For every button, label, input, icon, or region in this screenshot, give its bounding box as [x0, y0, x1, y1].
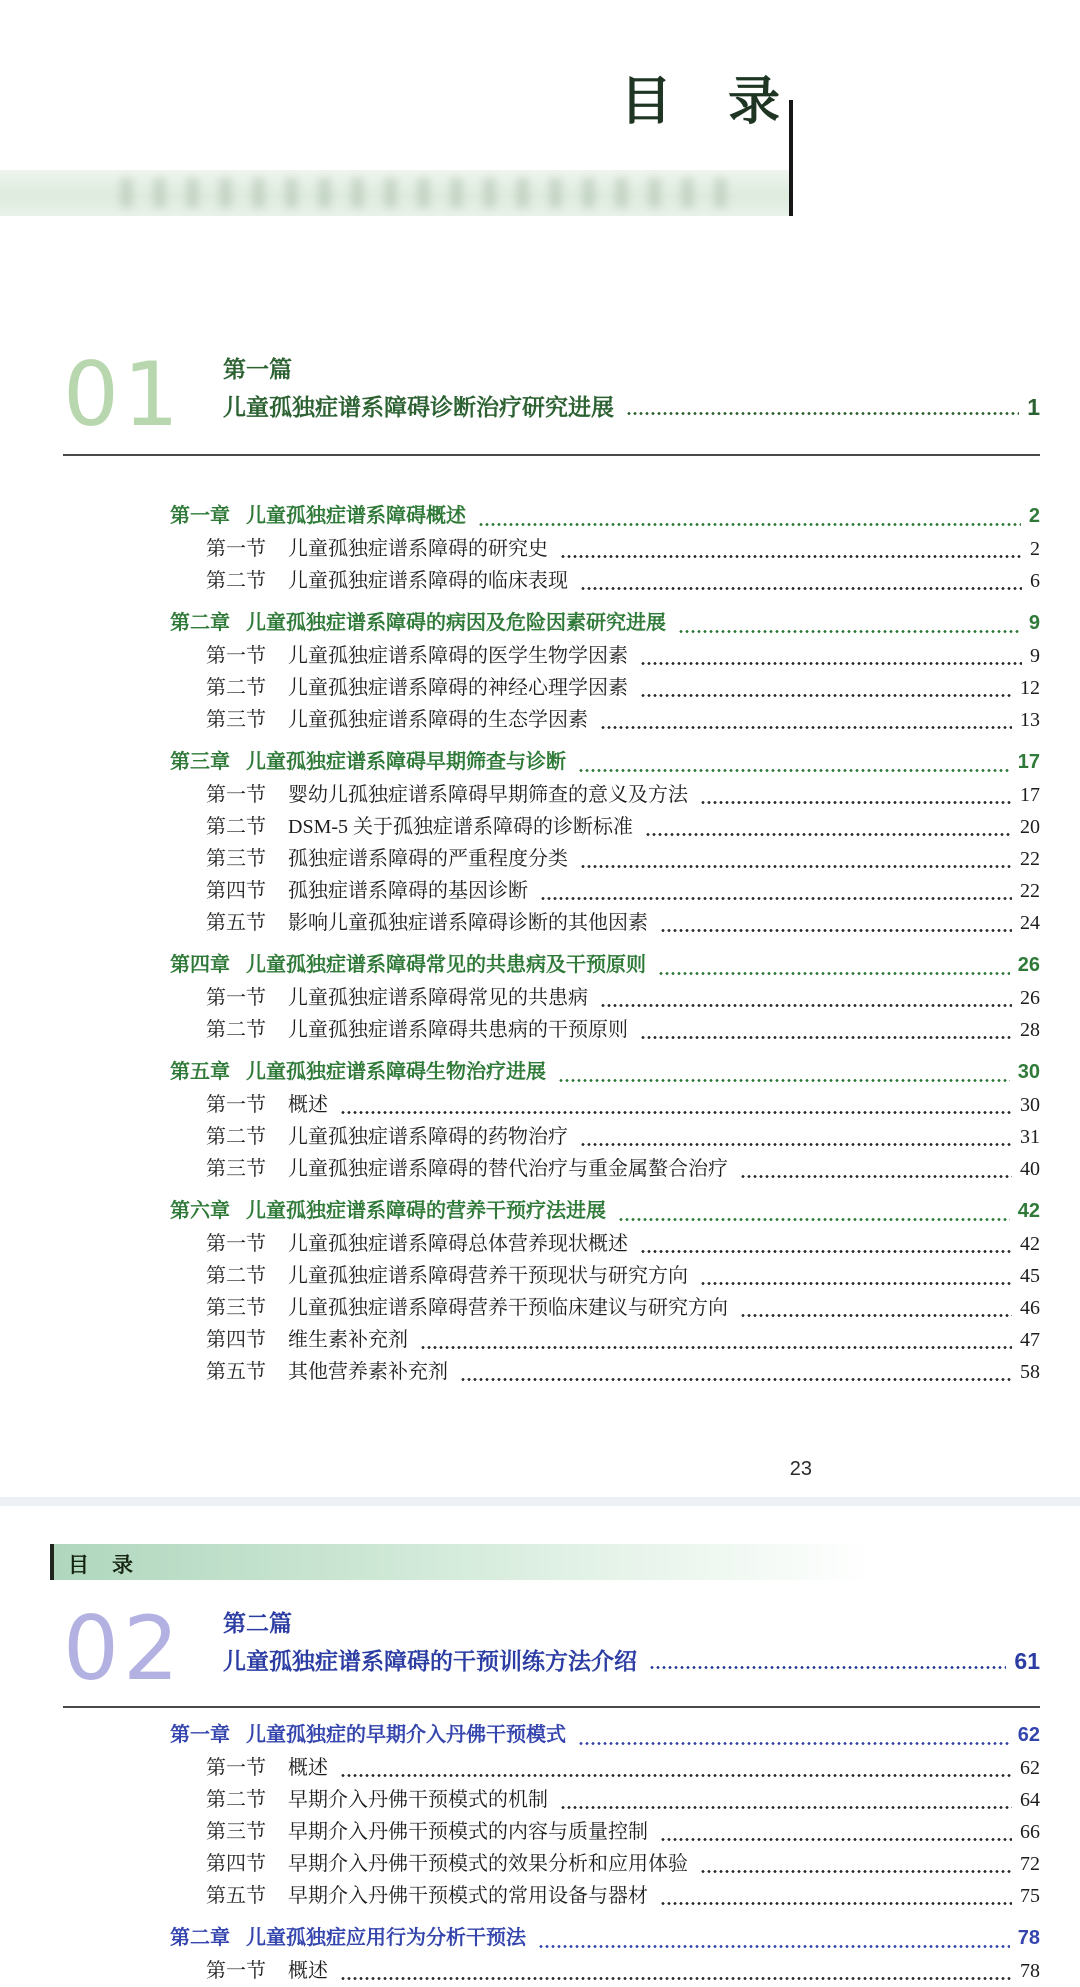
section-row	[170, 1014, 1040, 1046]
toc-entry-title: 孤独症谱系障碍的基因诊断	[288, 880, 528, 902]
chapter-row	[170, 1718, 1040, 1752]
toc-entry-label: 第六章	[170, 1200, 230, 1222]
dot-leader	[340, 1977, 1012, 1980]
section-row	[170, 672, 1040, 704]
part-1-label: 第一篇	[222, 356, 292, 382]
toc-entry-title: 儿童孤独症谱系障碍的医学生物学因素	[288, 645, 628, 667]
toc-entry-label: 第三节	[206, 848, 266, 870]
toc-entry-page: 47	[1020, 1329, 1040, 1351]
dot-leader	[538, 1945, 1010, 1948]
toc-entry-page: 17	[1017, 751, 1040, 773]
section-row	[170, 779, 1040, 811]
toc-entry-page: 64	[1020, 1789, 1040, 1811]
toc-entry-page: 9	[1030, 645, 1040, 667]
toc-entry-title: 儿童孤独症谱系障碍的神经心理学因素	[288, 677, 628, 699]
part-1-page: 1	[1027, 394, 1040, 420]
chapter-row	[170, 1921, 1040, 1955]
dot-leader	[640, 662, 1022, 665]
dot-leader	[560, 555, 1022, 558]
chapter-row	[170, 1055, 1040, 1089]
part-1-title-row	[223, 392, 1040, 422]
folio-page-number: 23	[789, 1458, 812, 1480]
toc-entry-title: 婴幼儿孤独症谱系障碍早期筛查的意义及方法	[288, 784, 688, 806]
section-row	[170, 1260, 1040, 1292]
dot-leader	[740, 1314, 1012, 1317]
section-row	[170, 1356, 1040, 1388]
dot-leader	[540, 897, 1012, 900]
toc-entry-title: 儿童孤独症谱系障碍常见的共患病	[288, 987, 588, 1009]
toc-entry-title: 儿童孤独症谱系障碍常见的共患病及干预原则	[246, 954, 646, 976]
section-row	[170, 1784, 1040, 1816]
part-2-title: 儿童孤独症谱系障碍的干预训练方法介绍	[222, 1648, 637, 1674]
toc-entry-title: 儿童孤独症谱系障碍的病因及危险因素研究进展	[246, 612, 666, 634]
toc-entry-page: 26	[1020, 987, 1040, 1009]
dot-leader	[700, 1282, 1012, 1285]
toc-entry-page: 46	[1020, 1297, 1040, 1319]
section-row	[170, 1880, 1040, 1912]
toc-entry-title: 儿童孤独症谱系障碍总体营养现状概述	[288, 1233, 628, 1255]
part-2-block	[63, 1597, 1040, 1708]
toc-entry-title: 概述	[288, 1094, 328, 1116]
toc-entry-page: 31	[1020, 1126, 1040, 1148]
dot-leader	[649, 1666, 1006, 1669]
toc-entry-label: 第一节	[206, 538, 266, 560]
section-row	[170, 843, 1040, 875]
toc-entry-title: 早期介入丹佛干预模式的常用设备与器材	[288, 1885, 648, 1907]
page-bleed-through-band	[0, 170, 789, 216]
toc-entry-page: 66	[1020, 1821, 1040, 1843]
part-1-number: 01	[63, 343, 183, 446]
dot-leader	[560, 1806, 1012, 1809]
toc-entry-title: 早期介入丹佛干预模式的效果分析和应用体验	[288, 1853, 688, 1875]
toc-entry-page: 26	[1017, 954, 1040, 976]
toc-entry-label: 第一节	[206, 645, 266, 667]
toc-entry-title: 儿童孤独症谱系障碍的营养干预疗法进展	[246, 1200, 606, 1222]
toc-entry-page: 62	[1017, 1724, 1040, 1746]
chapter-row	[170, 1194, 1040, 1228]
header-gradient-band	[54, 1544, 908, 1580]
heading-vertical-rule	[789, 100, 793, 216]
toc-entry-page: 42	[1017, 1200, 1040, 1222]
toc-entry-page: 30	[1017, 1061, 1040, 1083]
section-row	[170, 704, 1040, 736]
toc-entry-page: 30	[1020, 1094, 1040, 1116]
toc-list-part-2	[170, 1709, 1040, 1987]
toc-entry-label: 第一节	[206, 1757, 266, 1779]
dot-leader	[340, 1774, 1012, 1777]
section-row	[170, 533, 1040, 565]
toc-entry-title: 儿童孤独症谱系障碍的研究史	[288, 538, 548, 560]
toc-entry-label: 第三节	[206, 1821, 266, 1843]
dot-leader	[340, 1111, 1012, 1114]
toc-entry-label: 第一节	[206, 1094, 266, 1116]
part-2-title-row	[223, 1646, 1040, 1676]
section-row	[170, 1848, 1040, 1880]
toc-entry-title: 儿童孤独症谱系障碍的替代治疗与重金属螯合治疗	[288, 1158, 728, 1180]
toc-entry-label: 第四节	[206, 1853, 266, 1875]
dot-leader	[578, 769, 1010, 772]
toc-entry-label: 第三节	[206, 1158, 266, 1180]
toc-entry-page: 45	[1020, 1265, 1040, 1287]
toc-entry-title: 早期介入丹佛干预模式的机制	[288, 1789, 548, 1811]
toc-entry-label: 第五节	[206, 1885, 266, 1907]
toc-entry-title: 儿童孤独症谱系障碍概述	[246, 505, 466, 527]
dot-leader	[700, 1870, 1012, 1873]
toc-entry-page: 22	[1020, 880, 1040, 902]
toc-entry-title: 儿童孤独症谱系障碍营养干预现状与研究方向	[288, 1265, 688, 1287]
toc-entry-title: 儿童孤独症谱系障碍的药物治疗	[288, 1126, 568, 1148]
dot-leader	[660, 929, 1012, 932]
toc-entry-label: 第五节	[206, 912, 266, 934]
toc-page-2	[0, 1506, 1080, 1982]
toc-entry-page: 12	[1020, 677, 1040, 699]
toc-entry-page: 58	[1020, 1361, 1040, 1383]
toc-entry-page: 78	[1017, 1927, 1040, 1949]
toc-entry-label: 第三节	[206, 1297, 266, 1319]
dot-leader	[578, 1742, 1010, 1745]
toc-entry-label: 第五节	[206, 1361, 266, 1383]
running-header-title: 目 录	[68, 1554, 134, 1577]
dot-leader	[460, 1378, 1012, 1381]
toc-entry-label: 第一节	[206, 1233, 266, 1255]
dot-leader	[700, 801, 1012, 804]
chapter-row	[170, 606, 1040, 640]
toc-entry-page: 2	[1028, 505, 1040, 527]
toc-entry-label: 第二节	[206, 677, 266, 699]
toc-entry-page: 78	[1020, 1960, 1040, 1982]
toc-entry-label: 第四节	[206, 1329, 266, 1351]
toc-entry-label: 第二节	[206, 1019, 266, 1041]
section-row	[170, 1089, 1040, 1121]
toc-entry-page: 40	[1020, 1158, 1040, 1180]
toc-entry-label: 第二节	[206, 1789, 266, 1811]
toc-entry-title: 其他营养素补充剂	[288, 1361, 448, 1383]
toc-entry-title: 影响儿童孤独症谱系障碍诊断的其他因素	[288, 912, 648, 934]
toc-entry-label: 第二节	[206, 1126, 266, 1148]
part-1-title: 儿童孤独症谱系障碍诊断治疗研究进展	[222, 394, 614, 420]
dot-leader	[660, 1838, 1012, 1841]
section-row	[170, 640, 1040, 672]
dot-leader	[478, 523, 1021, 526]
toc-entry-title: 儿童孤独症谱系障碍的生态学因素	[288, 709, 588, 731]
running-header	[50, 1544, 908, 1580]
toc-entry-label: 第四节	[206, 880, 266, 902]
section-row	[170, 1955, 1040, 1987]
dot-leader	[658, 972, 1010, 975]
dot-leader	[420, 1346, 1012, 1349]
section-row	[170, 1816, 1040, 1848]
toc-entry-title: 儿童孤独症谱系障碍营养干预临床建议与研究方向	[288, 1297, 728, 1319]
toc-entry-label: 第二节	[206, 570, 266, 592]
toc-entry-label: 第一节	[206, 1960, 266, 1982]
dot-leader	[660, 1902, 1012, 1905]
toc-entry-label: 第一章	[170, 1724, 230, 1746]
toc-entry-label: 第一章	[170, 505, 230, 527]
dot-leader	[640, 1250, 1012, 1253]
toc-heading: 目 录	[619, 73, 782, 131]
part-1-block	[63, 343, 1040, 456]
toc-entry-page: 2	[1030, 538, 1040, 560]
chapter-row	[170, 948, 1040, 982]
section-row	[170, 1752, 1040, 1784]
toc-entry-label: 第三节	[206, 709, 266, 731]
toc-entry-page: 9	[1028, 612, 1040, 634]
section-row	[170, 811, 1040, 843]
toc-entry-label: 第四章	[170, 954, 230, 976]
section-row	[170, 1153, 1040, 1185]
toc-entry-title: 儿童孤独症谱系障碍早期筛查与诊断	[246, 751, 566, 773]
toc-entry-label: 第二章	[170, 1927, 230, 1949]
dot-leader	[618, 1218, 1010, 1221]
toc-list-part-1	[170, 490, 1040, 1388]
dot-leader	[580, 587, 1022, 590]
dot-leader	[600, 726, 1012, 729]
dot-leader	[645, 833, 1012, 836]
toc-entry-label: 第一节	[206, 987, 266, 1009]
toc-entry-page: 17	[1020, 784, 1040, 806]
section-row	[170, 1121, 1040, 1153]
toc-entry-page: 20	[1020, 816, 1040, 838]
toc-entry-label: 第二章	[170, 612, 230, 634]
dot-leader	[640, 694, 1012, 697]
toc-entry-title: 概述	[288, 1757, 328, 1779]
toc-entry-label: 第二节	[206, 1265, 266, 1287]
dot-leader	[640, 1036, 1012, 1039]
toc-entry-title: 儿童孤独症谱系障碍的临床表现	[288, 570, 568, 592]
toc-entry-page: 42	[1020, 1233, 1040, 1255]
part-2-number: 02	[63, 1597, 183, 1700]
section-row	[170, 875, 1040, 907]
toc-entry-page: 75	[1020, 1885, 1040, 1907]
dot-leader	[558, 1079, 1010, 1082]
page-separator	[0, 1497, 1080, 1506]
dot-leader	[580, 1143, 1012, 1146]
toc-entry-label: 第二节	[206, 816, 266, 838]
toc-entry-title: 儿童孤独症应用行为分析干预法	[246, 1927, 526, 1949]
section-row	[170, 565, 1040, 597]
toc-entry-title: 儿童孤独症谱系障碍生物治疗进展	[246, 1061, 546, 1083]
part-2-label: 第二篇	[222, 1610, 292, 1636]
toc-entry-page: 28	[1020, 1019, 1040, 1041]
toc-entry-page: 62	[1020, 1757, 1040, 1779]
toc-entry-page: 13	[1020, 709, 1040, 731]
chapter-row	[170, 499, 1040, 533]
toc-entry-title: 儿童孤独症谱系障碍共患病的干预原则	[288, 1019, 628, 1041]
toc-entry-page: 72	[1020, 1853, 1040, 1875]
dot-leader	[678, 630, 1021, 633]
toc-entry-title: 概述	[288, 1960, 328, 1982]
dot-leader	[740, 1175, 1012, 1178]
toc-entry-title: 儿童孤独症的早期介入丹佛干预模式	[246, 1724, 566, 1746]
part-2-page: 61	[1014, 1648, 1040, 1674]
section-row	[170, 907, 1040, 939]
toc-entry-label: 第三章	[170, 751, 230, 773]
toc-entry-title: 早期介入丹佛干预模式的内容与质量控制	[288, 1821, 648, 1843]
dot-leader	[600, 1004, 1012, 1007]
section-row	[170, 1292, 1040, 1324]
section-row	[170, 1228, 1040, 1260]
section-row	[170, 982, 1040, 1014]
toc-entry-page: 22	[1020, 848, 1040, 870]
toc-entry-title: 维生素补充剂	[288, 1329, 408, 1351]
toc-entry-label: 第一节	[206, 784, 266, 806]
toc-entry-page: 6	[1030, 570, 1040, 592]
toc-entry-title: DSM-5 关于孤独症谱系障碍的诊断标准	[288, 816, 634, 838]
toc-entry-label: 第五章	[170, 1061, 230, 1083]
dot-leader	[580, 865, 1012, 868]
toc-entry-title: 孤独症谱系障碍的严重程度分类	[288, 848, 568, 870]
dot-leader	[626, 412, 1019, 415]
section-row	[170, 1324, 1040, 1356]
toc-entry-page: 24	[1020, 912, 1040, 934]
chapter-row	[170, 745, 1040, 779]
